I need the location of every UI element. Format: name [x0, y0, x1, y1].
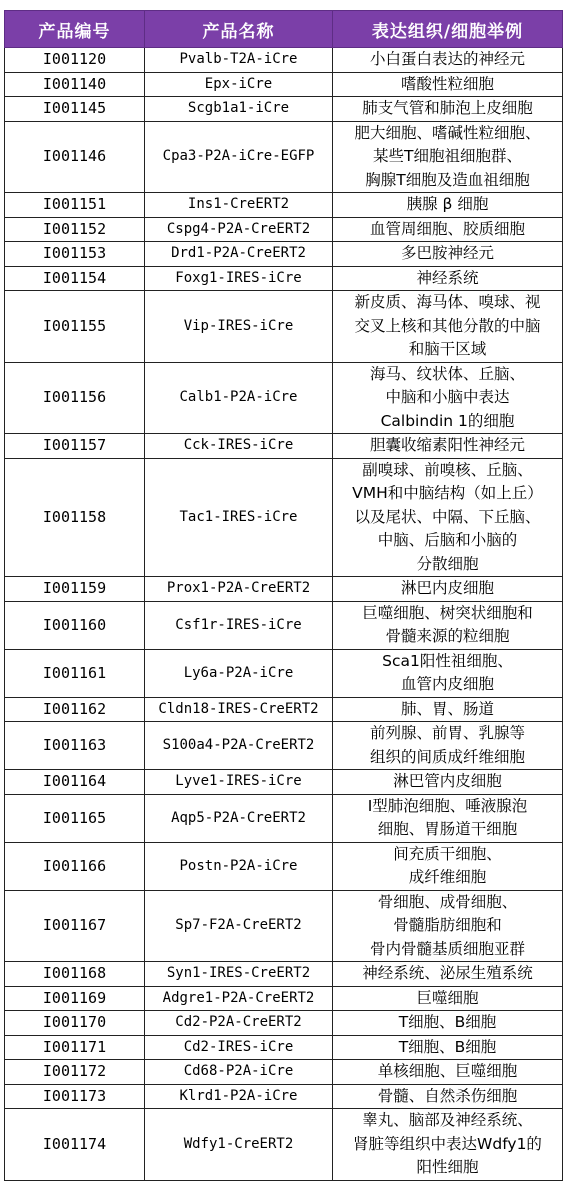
product-name: Cldn18-IRES-CreERT2 [145, 697, 333, 722]
product-name: Pvalb-T2A-iCre [145, 48, 333, 73]
table-row [5, 48, 563, 73]
product-code: I001166 [5, 842, 145, 890]
table-row [5, 97, 563, 122]
description-line: 胸腺T细胞及造血祖细胞 [365, 170, 530, 189]
table-row [5, 794, 563, 842]
product-name: Cspg4-P2A-CreERT2 [145, 217, 333, 242]
table-body [5, 48, 563, 1181]
description-line: 和脑干区域 [408, 340, 487, 358]
table-row [5, 1035, 563, 1060]
description-line: 血管周细胞、胶质细胞 [369, 219, 525, 238]
description-line: Sca1阳性祖细胞、 [382, 651, 513, 670]
tissue-cell-description [333, 1060, 563, 1085]
tissue-cell-description [333, 649, 563, 697]
product-table [4, 10, 563, 1181]
tissue-cell-description [333, 890, 563, 962]
description-line: 细胞、胃肠道干细胞 [377, 820, 518, 838]
description-line: 神经系统、泌尿生殖系统 [362, 964, 533, 982]
table-row [5, 193, 563, 218]
table-row [5, 242, 563, 267]
table-row [5, 266, 563, 291]
product-code: I001158 [5, 458, 145, 577]
product-code: I001145 [5, 97, 145, 122]
table-row [5, 362, 563, 434]
product-name: Syn1-IRES-CreERT2 [145, 962, 333, 987]
product-name: Calb1-P2A-iCre [145, 362, 333, 434]
description-line: Ⅰ型肺泡细胞、唾液腺泡 [367, 796, 528, 815]
table-row [5, 986, 563, 1011]
product-name: Klrd1-P2A-iCre [145, 1084, 333, 1109]
tissue-cell-description [333, 72, 563, 97]
tissue-cell-description [333, 842, 563, 890]
tissue-cell-description [333, 121, 563, 193]
description-line: 某些T细胞祖细胞群、 [373, 147, 522, 165]
description-line: 间充质干细胞、 [393, 844, 502, 863]
product-name: Csf1r-IRES-iCre [145, 601, 333, 649]
description-line: VMH和中脑结构（如上丘） [352, 484, 543, 502]
description-line: 中脑、后脑和小脑的 [377, 531, 518, 549]
product-name: Cd2-IRES-iCre [145, 1035, 333, 1060]
table-row [5, 722, 563, 770]
product-name: Sp7-F2A-CreERT2 [145, 890, 333, 962]
product-code: I001153 [5, 242, 145, 267]
tissue-cell-description [333, 193, 563, 218]
product-name: Vip-IRES-iCre [145, 291, 333, 363]
tissue-cell-description [333, 266, 563, 291]
product-code: I001173 [5, 1084, 145, 1109]
product-code: I001168 [5, 962, 145, 987]
table-row [5, 291, 563, 363]
tissue-cell-description [333, 291, 563, 363]
tissue-cell-description [333, 217, 563, 242]
description-line: 组织的间质成纤维细胞 [369, 747, 525, 766]
description-line: 新皮质、海马体、嗅球、视 [354, 293, 541, 311]
product-name: Cpa3-P2A-iCre-EGFP [145, 121, 333, 193]
tissue-cell-description [333, 362, 563, 434]
table-row [5, 1060, 563, 1085]
product-code: I001155 [5, 291, 145, 363]
header-tissue-cell: 表达组织/细胞举例 [333, 11, 563, 48]
description-line: 以及尾状、中隔、下丘脑、 [354, 507, 541, 526]
product-code: I001172 [5, 1060, 145, 1085]
product-name: Cd2-P2A-CreERT2 [145, 1011, 333, 1036]
description-line: 骨细胞、成骨细胞、 [377, 892, 518, 911]
product-name: Wdfy1-CreERT2 [145, 1109, 333, 1181]
description-line: 海马、纹状体、丘脑、 [369, 364, 525, 383]
product-code: I001146 [5, 121, 145, 193]
description-line: T细胞、B细胞 [398, 1037, 497, 1056]
product-code: I001152 [5, 217, 145, 242]
tissue-cell-description [333, 1011, 563, 1036]
table-row [5, 217, 563, 242]
product-name: Prox1-P2A-CreERT2 [145, 577, 333, 602]
product-name: Tac1-IRES-iCre [145, 458, 333, 577]
description-line: 单核细胞、巨噬细胞 [377, 1062, 518, 1080]
product-code: I001157 [5, 434, 145, 459]
description-line: 胆囊收缩素阳性神经元 [369, 436, 525, 454]
description-line: T细胞、B细胞 [398, 1013, 497, 1031]
product-code: I001140 [5, 72, 145, 97]
product-name: Aqp5-P2A-CreERT2 [145, 794, 333, 842]
description-line: 巨噬细胞 [416, 988, 479, 1007]
table-row [5, 962, 563, 987]
description-line: 嗜酸性粒细胞 [400, 74, 494, 93]
header-product-code: 产品编号 [5, 11, 145, 48]
tissue-cell-description [333, 794, 563, 842]
product-code: I001167 [5, 890, 145, 962]
description-line: Calbindin 1的细胞 [380, 411, 515, 430]
tissue-cell-description [333, 242, 563, 267]
tissue-cell-description [333, 97, 563, 122]
tissue-cell-description [333, 722, 563, 770]
description-line: 肺、胃、肠道 [400, 699, 494, 718]
table-row [5, 649, 563, 697]
product-name: Foxg1-IRES-iCre [145, 266, 333, 291]
description-line: 胰腺 β 细胞 [406, 195, 489, 213]
description-line: 小白蛋白表达的神经元 [369, 50, 525, 68]
table-row [5, 770, 563, 795]
product-name: Epx-iCre [145, 72, 333, 97]
table-row [5, 697, 563, 722]
description-line: 成纤维细胞 [408, 868, 487, 886]
description-line: 血管内皮细胞 [400, 675, 494, 693]
product-code: I001120 [5, 48, 145, 73]
product-name: Postn-P2A-iCre [145, 842, 333, 890]
product-code: I001164 [5, 770, 145, 795]
product-code: I001165 [5, 794, 145, 842]
table-row [5, 577, 563, 602]
table-row [5, 842, 563, 890]
header-product-name: 产品名称 [145, 11, 333, 48]
product-code: I001156 [5, 362, 145, 434]
product-code: I001171 [5, 1035, 145, 1060]
product-name: Adgre1-P2A-CreERT2 [145, 986, 333, 1011]
description-line: 神经系统 [416, 268, 479, 287]
description-line: 骨内骨髓基质细胞亚群 [369, 939, 525, 958]
description-line: 肥大细胞、嗜碱性粒细胞、 [354, 123, 541, 142]
table-row [5, 458, 563, 577]
description-line: 副嗅球、前嗅核、丘脑、 [362, 460, 533, 479]
product-code: I001163 [5, 722, 145, 770]
tissue-cell-description [333, 962, 563, 987]
product-code: I001161 [5, 649, 145, 697]
product-name: Ly6a-P2A-iCre [145, 649, 333, 697]
description-line: 阳性细胞 [416, 1158, 479, 1176]
description-line: 睾丸、脑部及神经系统、 [362, 1111, 533, 1129]
header-row [5, 11, 563, 48]
tissue-cell-description [333, 770, 563, 795]
tissue-cell-description [333, 458, 563, 577]
table-row [5, 1109, 563, 1181]
description-line: 前列腺、前胃、乳腺等 [369, 724, 525, 742]
product-code: I001160 [5, 601, 145, 649]
product-name: Cck-IRES-iCre [145, 434, 333, 459]
description-line: 肺支气管和肺泡上皮细胞 [362, 99, 533, 117]
product-code: I001151 [5, 193, 145, 218]
description-line: 中脑和小脑中表达 [385, 388, 510, 406]
product-name: Cd68-P2A-iCre [145, 1060, 333, 1085]
description-line: 交叉上核和其他分散的中脑 [354, 316, 541, 335]
table-row [5, 1011, 563, 1036]
tissue-cell-description [333, 1035, 563, 1060]
product-code: I001154 [5, 266, 145, 291]
description-line: 巨噬细胞、树突状细胞和 [362, 603, 533, 622]
description-line: 淋巴管内皮细胞 [393, 772, 502, 790]
table-row [5, 121, 563, 193]
table-row [5, 1084, 563, 1109]
product-name: Lyve1-IRES-iCre [145, 770, 333, 795]
table-row [5, 890, 563, 962]
product-name: Ins1-CreERT2 [145, 193, 333, 218]
tissue-cell-description [333, 697, 563, 722]
table-row [5, 72, 563, 97]
description-line: 淋巴内皮细胞 [400, 579, 494, 597]
table-row [5, 601, 563, 649]
tissue-cell-description [333, 1084, 563, 1109]
description-line: 骨髓来源的粒细胞 [385, 627, 510, 645]
product-code: I001170 [5, 1011, 145, 1036]
description-line: 骨髓脂肪细胞和 [393, 916, 502, 934]
product-name: Scgb1a1-iCre [145, 97, 333, 122]
description-line: 分散细胞 [416, 554, 479, 573]
tissue-cell-description [333, 434, 563, 459]
description-line: 肾脏等组织中表达Wdfy1的 [353, 1134, 542, 1153]
tissue-cell-description [333, 986, 563, 1011]
tissue-cell-description [333, 48, 563, 73]
product-code: I001169 [5, 986, 145, 1011]
tissue-cell-description [333, 577, 563, 602]
product-name: S100a4-P2A-CreERT2 [145, 722, 333, 770]
product-code: I001174 [5, 1109, 145, 1181]
tissue-cell-description [333, 1109, 563, 1181]
description-line: 多巴胺神经元 [400, 244, 494, 262]
product-name: Drd1-P2A-CreERT2 [145, 242, 333, 267]
product-code: I001162 [5, 697, 145, 722]
table-row [5, 434, 563, 459]
product-code: I001159 [5, 577, 145, 602]
description-line: 骨髓、自然杀伤细胞 [377, 1086, 518, 1105]
tissue-cell-description [333, 601, 563, 649]
